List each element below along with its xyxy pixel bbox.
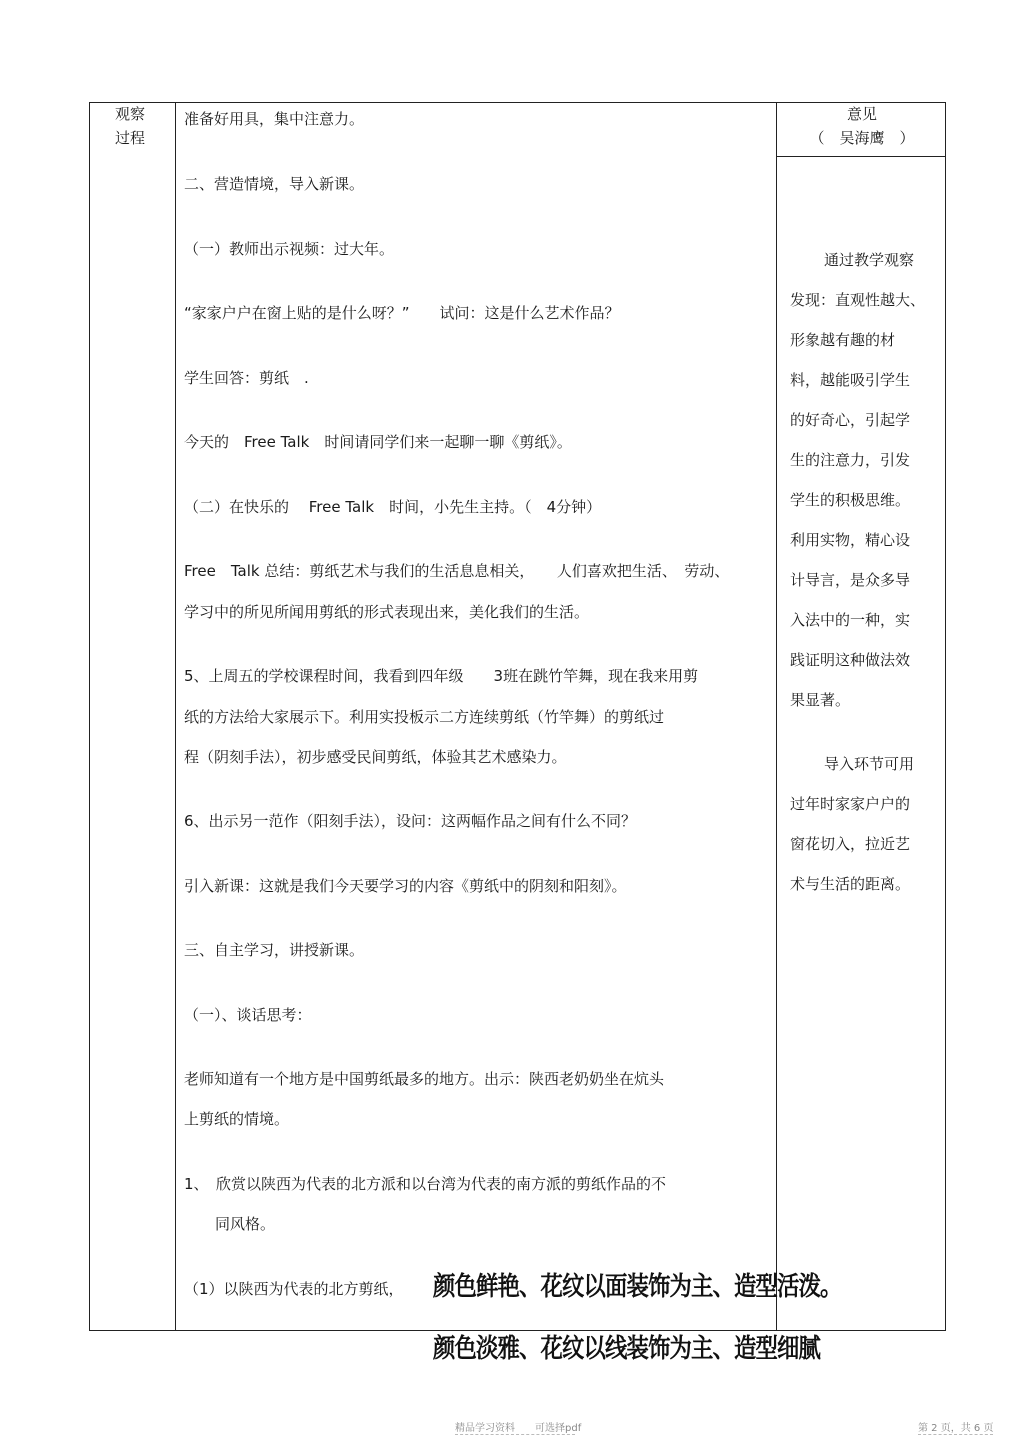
comment-line: 生的注意力，引发 — [790, 451, 911, 469]
comment-line: 的好奇心，引起学 — [790, 411, 911, 429]
comment-line: 计导言，是众多导 — [790, 571, 911, 589]
footer-rule — [455, 1434, 575, 1435]
comment-line: 入法中的一种，实 — [790, 611, 911, 629]
content-line: 准备好用具，集中注意力。 — [184, 110, 365, 128]
content-line: （一）教师出示视频：过大年。 — [184, 240, 395, 258]
comment-line: 术与生活的距离。 — [790, 875, 911, 893]
footer-rule — [918, 1434, 993, 1435]
section-heading: 三、自主学习，讲授新课。 — [184, 941, 365, 959]
opinion-title: 意见 — [846, 105, 877, 123]
row-label-line: 观察 — [114, 105, 145, 123]
section-heading: 二、营造情境，导入新课。 — [184, 175, 365, 193]
comment-line: 窗花切入，拉近艺 — [790, 835, 911, 853]
content-line: 学习中的所见所闻用剪纸的形式表现出来，美化我们的生活。 — [184, 603, 590, 621]
content-line: （一）、谈话思考： — [184, 1006, 312, 1024]
comment-line: 果显著。 — [790, 691, 851, 709]
comment-line: 通过教学观察 — [824, 251, 915, 269]
reviewer-name: （ 吴海鹰 ） — [809, 129, 915, 147]
content-line: 6、出示另一范作（阳刻手法），设问：这两幅作品之间有什么不同？ — [184, 812, 637, 830]
content-line: Free Talk 总结：剪纸艺术与我们的生活息息相关， 人们喜欢把生活、 劳动、 — [184, 562, 730, 580]
observation-comments — [790, 240, 930, 904]
header-divider — [776, 156, 946, 157]
opinion-header — [778, 102, 946, 150]
page-number: 第 2 页，共 6 页 — [918, 1423, 994, 1434]
northern-style-caption: 颜色鲜艳、花纹以面装饰为主、造型活泼。 — [433, 1272, 842, 1302]
column-divider — [175, 102, 176, 1331]
row-label — [100, 102, 160, 150]
row-label-line: 过程 — [114, 129, 145, 147]
content-line: 今天的 Free Talk 时间请同学们来一起聊一聊《剪纸》。 — [184, 433, 572, 451]
comment-line: 导入环节可用 — [824, 755, 915, 773]
comment-line: 利用实物，精心设 — [790, 531, 911, 549]
comment-line: 发现：直观性越大、 — [790, 291, 926, 309]
comment-line: 践证明这种做法效 — [790, 651, 911, 669]
content-line: 同风格。 — [215, 1215, 276, 1233]
content-line: 程（阴刻手法），初步感受民间剪纸，体验其艺术感染力。 — [184, 748, 567, 766]
comment-line: 料，越能吸引学生 — [790, 371, 911, 389]
comment-line: 过年时家家户户的 — [790, 795, 911, 813]
content-line: 1、 欣赏以陕西为代表的北方派和以台湾为代表的南方派的剪纸作品的不 — [184, 1175, 667, 1193]
content-line: 引入新课：这就是我们今天要学习的内容《剪纸中的阴刻和阳刻》。 — [184, 877, 627, 895]
southern-style-caption: 颜色淡雅、花纹以线装饰为主、造型细腻 — [433, 1334, 821, 1364]
content-line: 纸的方法给大家展示下。利用实投板示二方连续剪纸（竹竿舞）的剪纸过 — [184, 708, 665, 726]
content-line: 上剪纸的情境。 — [184, 1110, 290, 1128]
content-line: “家家户户在窗上贴的是什么呀？” 试问：这是什么艺术作品？ — [184, 304, 620, 322]
content-line: 老师知道有一个地方是中国剪纸最多的地方。出示：陕西老奶奶坐在炕头 — [184, 1070, 665, 1088]
content-line: 学生回答：剪纸 . — [184, 369, 309, 387]
footer-source: 精品学习资料 可选择pdf — [455, 1423, 582, 1434]
column-divider — [776, 102, 777, 1331]
content-line: 5、上周五的学校课程时间，我看到四年级 3班在跳竹竿舞，现在我来用剪 — [184, 667, 699, 685]
comment-line: 形象越有趣的材 — [790, 331, 896, 349]
content-line: （1）以陕西为代表的北方剪纸， — [184, 1280, 404, 1298]
content-line: （二）在快乐的 Free Talk 时间，小先生主持。（ 4分钟） — [184, 498, 602, 516]
comment-line: 学生的积极思维。 — [790, 491, 911, 509]
